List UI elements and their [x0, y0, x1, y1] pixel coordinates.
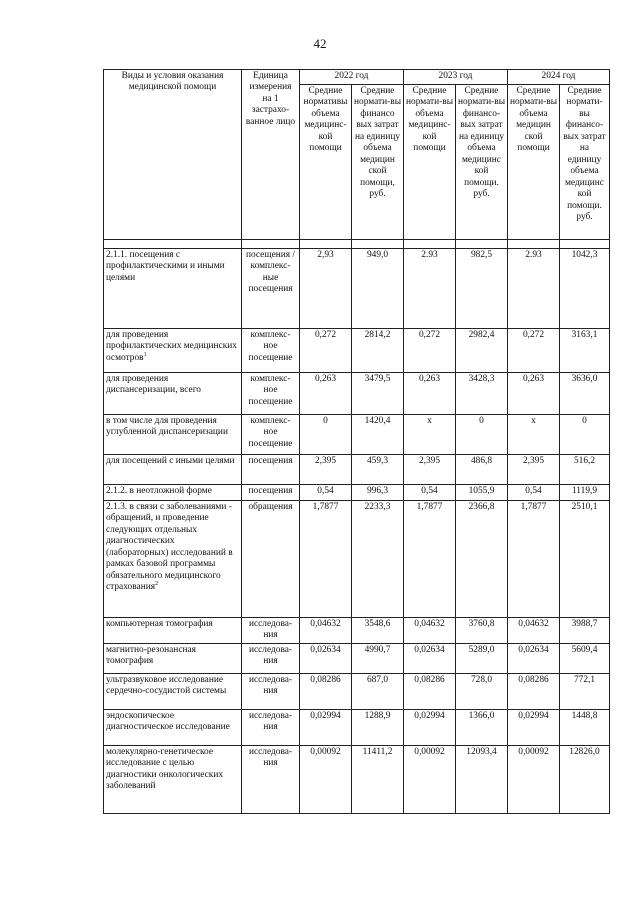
header-spacer-row: [104, 240, 610, 249]
header-year-2023: 2023 год: [404, 70, 508, 85]
value-2023-volume: 0,02634: [404, 644, 456, 674]
row-unit: обращения: [242, 501, 300, 618]
value-2024-cost: 2510,1: [560, 501, 610, 618]
header-name: Виды и условия оказания медицинской помощи: [104, 70, 242, 240]
value-2023-volume: 0,263: [404, 373, 456, 415]
value-2023-volume: 0,08286: [404, 674, 456, 710]
value-2024-volume: 0,02634: [508, 644, 560, 674]
row-name: [104, 674, 242, 710]
table-row: [104, 644, 610, 674]
value-2023-cost: 2366,8: [456, 501, 508, 618]
row-unit: комплекс-ное посещение: [242, 329, 300, 373]
table-row: [104, 249, 610, 329]
table-row: [104, 501, 610, 618]
value-2024-cost: 3163,1: [560, 329, 610, 373]
value-2024-volume: 0,08286: [508, 674, 560, 710]
value-2023-cost: 1366,0: [456, 710, 508, 746]
value-2022-cost: 1420,4: [352, 415, 404, 455]
value-2022-volume: 0,00092: [300, 746, 352, 814]
row-unit: комплекс-ное посещение: [242, 415, 300, 455]
value-2023-volume: 0,04632: [404, 618, 456, 644]
row-name-text: 2.1.2. в неотложной форме: [106, 486, 212, 496]
value-2023-cost: 486,8: [456, 455, 508, 485]
value-2024-cost: 1119,9: [560, 485, 610, 501]
table-row: [104, 415, 610, 455]
header-2024-cost: Средние нормати-вы финансо-вых затрат на единицу объема медицинс кой помощи. руб.: [560, 85, 610, 240]
value-2022-cost: 949,0: [352, 249, 404, 329]
value-2022-volume: 0,263: [300, 373, 352, 415]
row-name-text: молекулярно-генетическое исследование с целью диагностики онкологических заболеваний: [106, 747, 224, 792]
row-name: [104, 644, 242, 674]
row-name: [104, 746, 242, 814]
table-row: [104, 746, 610, 814]
value-2024-volume: 0,263: [508, 373, 560, 415]
value-2022-volume: 0,02994: [300, 710, 352, 746]
value-2023-volume: х: [404, 415, 456, 455]
value-2022-cost: 11411,2: [352, 746, 404, 814]
row-name: [104, 455, 242, 485]
row-name-text: ультразвуковое исследование сердечно-сосудистой системы: [106, 675, 227, 697]
row-name: [104, 329, 242, 373]
value-2024-volume: х: [508, 415, 560, 455]
header-2023-cost: Средние нормати-вы финансо-вых затрат на единицу объема медицинс кой помощи. руб.: [456, 85, 508, 240]
header-2023-volume: Средние нормати-вы объема медицинс-кой помощи: [404, 85, 456, 240]
header-year-2022: 2022 год: [300, 70, 404, 85]
value-2022-volume: 0,04632: [300, 618, 352, 644]
value-2022-cost: 3479,5: [352, 373, 404, 415]
value-2023-cost: 3428,3: [456, 373, 508, 415]
value-2024-cost: 1042,3: [560, 249, 610, 329]
value-2022-cost: 459,3: [352, 455, 404, 485]
value-2024-volume: 0,272: [508, 329, 560, 373]
header-2024-volume: Средние нормати-вы объема медицин ской помощи: [508, 85, 560, 240]
value-2024-volume: 0,02994: [508, 710, 560, 746]
row-name: [104, 618, 242, 644]
row-unit: комплекс-ное посещение: [242, 373, 300, 415]
row-name-text: магнитно-резонансная томография: [106, 645, 196, 667]
value-2022-cost: 4990,7: [352, 644, 404, 674]
header-2022-cost: Средние нормати-вы финансо вых затрат на единицу объема медицин ской помощи, руб.: [352, 85, 404, 240]
value-2023-volume: 1,7877: [404, 501, 456, 618]
row-name-text: 2.1.3. в связи с заболеваниями - обращений, и проведение следующих отдельных диагностических (лабораторных) исследований в рамках базовой программы обязательного медицинского страхования: [106, 502, 233, 593]
value-2023-cost: 0: [456, 415, 508, 455]
value-2022-volume: 0,54: [300, 485, 352, 501]
row-unit: исследова-ния: [242, 644, 300, 674]
row-name-text: эндоскопическое диагностическое исследование: [106, 711, 230, 733]
value-2023-cost: 12093,4: [456, 746, 508, 814]
row-unit: исследова-ния: [242, 746, 300, 814]
value-2022-volume: 0,02634: [300, 644, 352, 674]
value-2023-volume: 0,54: [404, 485, 456, 501]
value-2024-cost: 3988,7: [560, 618, 610, 644]
value-2022-volume: 2,93: [300, 249, 352, 329]
value-2023-volume: 0,272: [404, 329, 456, 373]
value-2024-cost: 772,1: [560, 674, 610, 710]
value-2022-volume: 1,7877: [300, 501, 352, 618]
value-2022-cost: 996,3: [352, 485, 404, 501]
header-unit: Единица измерения на 1 застрахо-ванное лицо: [242, 70, 300, 240]
value-2022-cost: 1288,9: [352, 710, 404, 746]
value-2024-volume: 0,00092: [508, 746, 560, 814]
row-name: [104, 710, 242, 746]
row-name-text: компьютерная томография: [106, 619, 213, 629]
value-2023-cost: 728,0: [456, 674, 508, 710]
row-name: [104, 415, 242, 455]
page-number: 42: [313, 36, 327, 51]
row-unit: посещения: [242, 485, 300, 501]
value-2024-cost: 5609,4: [560, 644, 610, 674]
value-2022-cost: 687,0: [352, 674, 404, 710]
row-name: [104, 373, 242, 415]
table-row: [104, 674, 610, 710]
normatives-table: [103, 69, 610, 814]
row-unit: исследова-ния: [242, 710, 300, 746]
value-2024-cost: 12826,0: [560, 746, 610, 814]
value-2022-cost: 2233,3: [352, 501, 404, 618]
value-2024-cost: 3636,0: [560, 373, 610, 415]
value-2024-volume: 1,7877: [508, 501, 560, 618]
value-2024-cost: 516,2: [560, 455, 610, 485]
value-2022-volume: 0,08286: [300, 674, 352, 710]
table-row: [104, 455, 610, 485]
table-row: [104, 329, 610, 373]
header-2022-volume: Средние нормативы объема медицинс-кой помощи: [300, 85, 352, 240]
footnote-mark: 1: [143, 351, 147, 358]
row-name-text: для проведения профилактических медицинских осмотров: [106, 330, 237, 363]
value-2023-cost: 1055,9: [456, 485, 508, 501]
row-name-text: для проведения диспансеризации, всего: [106, 374, 201, 396]
value-2023-cost: 2982,4: [456, 329, 508, 373]
header-year-2024: 2024 год: [508, 70, 610, 85]
table-row: [104, 618, 610, 644]
value-2024-cost: 1448,8: [560, 710, 610, 746]
value-2023-cost: 3760,8: [456, 618, 508, 644]
value-2024-volume: 2.93: [508, 249, 560, 329]
value-2023-volume: 0,02994: [404, 710, 456, 746]
table-row: [104, 485, 610, 501]
row-name: [104, 501, 242, 618]
value-2024-volume: 0,54: [508, 485, 560, 501]
row-name: [104, 249, 242, 329]
value-2023-volume: 0,00092: [404, 746, 456, 814]
value-2022-cost: 3548,6: [352, 618, 404, 644]
row-name-text: для посещений с иными целями: [106, 456, 235, 466]
value-2022-volume: 0,272: [300, 329, 352, 373]
row-unit: исследова-ния: [242, 618, 300, 644]
value-2023-volume: 2.93: [404, 249, 456, 329]
value-2023-cost: 5289,0: [456, 644, 508, 674]
row-unit: исследова-ния: [242, 674, 300, 710]
value-2022-volume: 0: [300, 415, 352, 455]
row-name-text: 2.1.1. посещения с профилактическими и иными целями: [106, 250, 225, 283]
footnote-mark: 2: [155, 581, 159, 588]
value-2024-volume: 2,395: [508, 455, 560, 485]
row-name: [104, 485, 242, 501]
table-row: [104, 373, 610, 415]
row-name-text: в том числе для проведения углубленной диспансеризации: [106, 416, 228, 438]
value-2024-volume: 0,04632: [508, 618, 560, 644]
value-2022-volume: 2,395: [300, 455, 352, 485]
value-2023-cost: 982,5: [456, 249, 508, 329]
row-unit: посещения / комплекс-ные посещения: [242, 249, 300, 329]
value-2023-volume: 2,395: [404, 455, 456, 485]
value-2024-cost: 0: [560, 415, 610, 455]
row-unit: посещения: [242, 455, 300, 485]
table-row: [104, 710, 610, 746]
value-2022-cost: 2814,2: [352, 329, 404, 373]
